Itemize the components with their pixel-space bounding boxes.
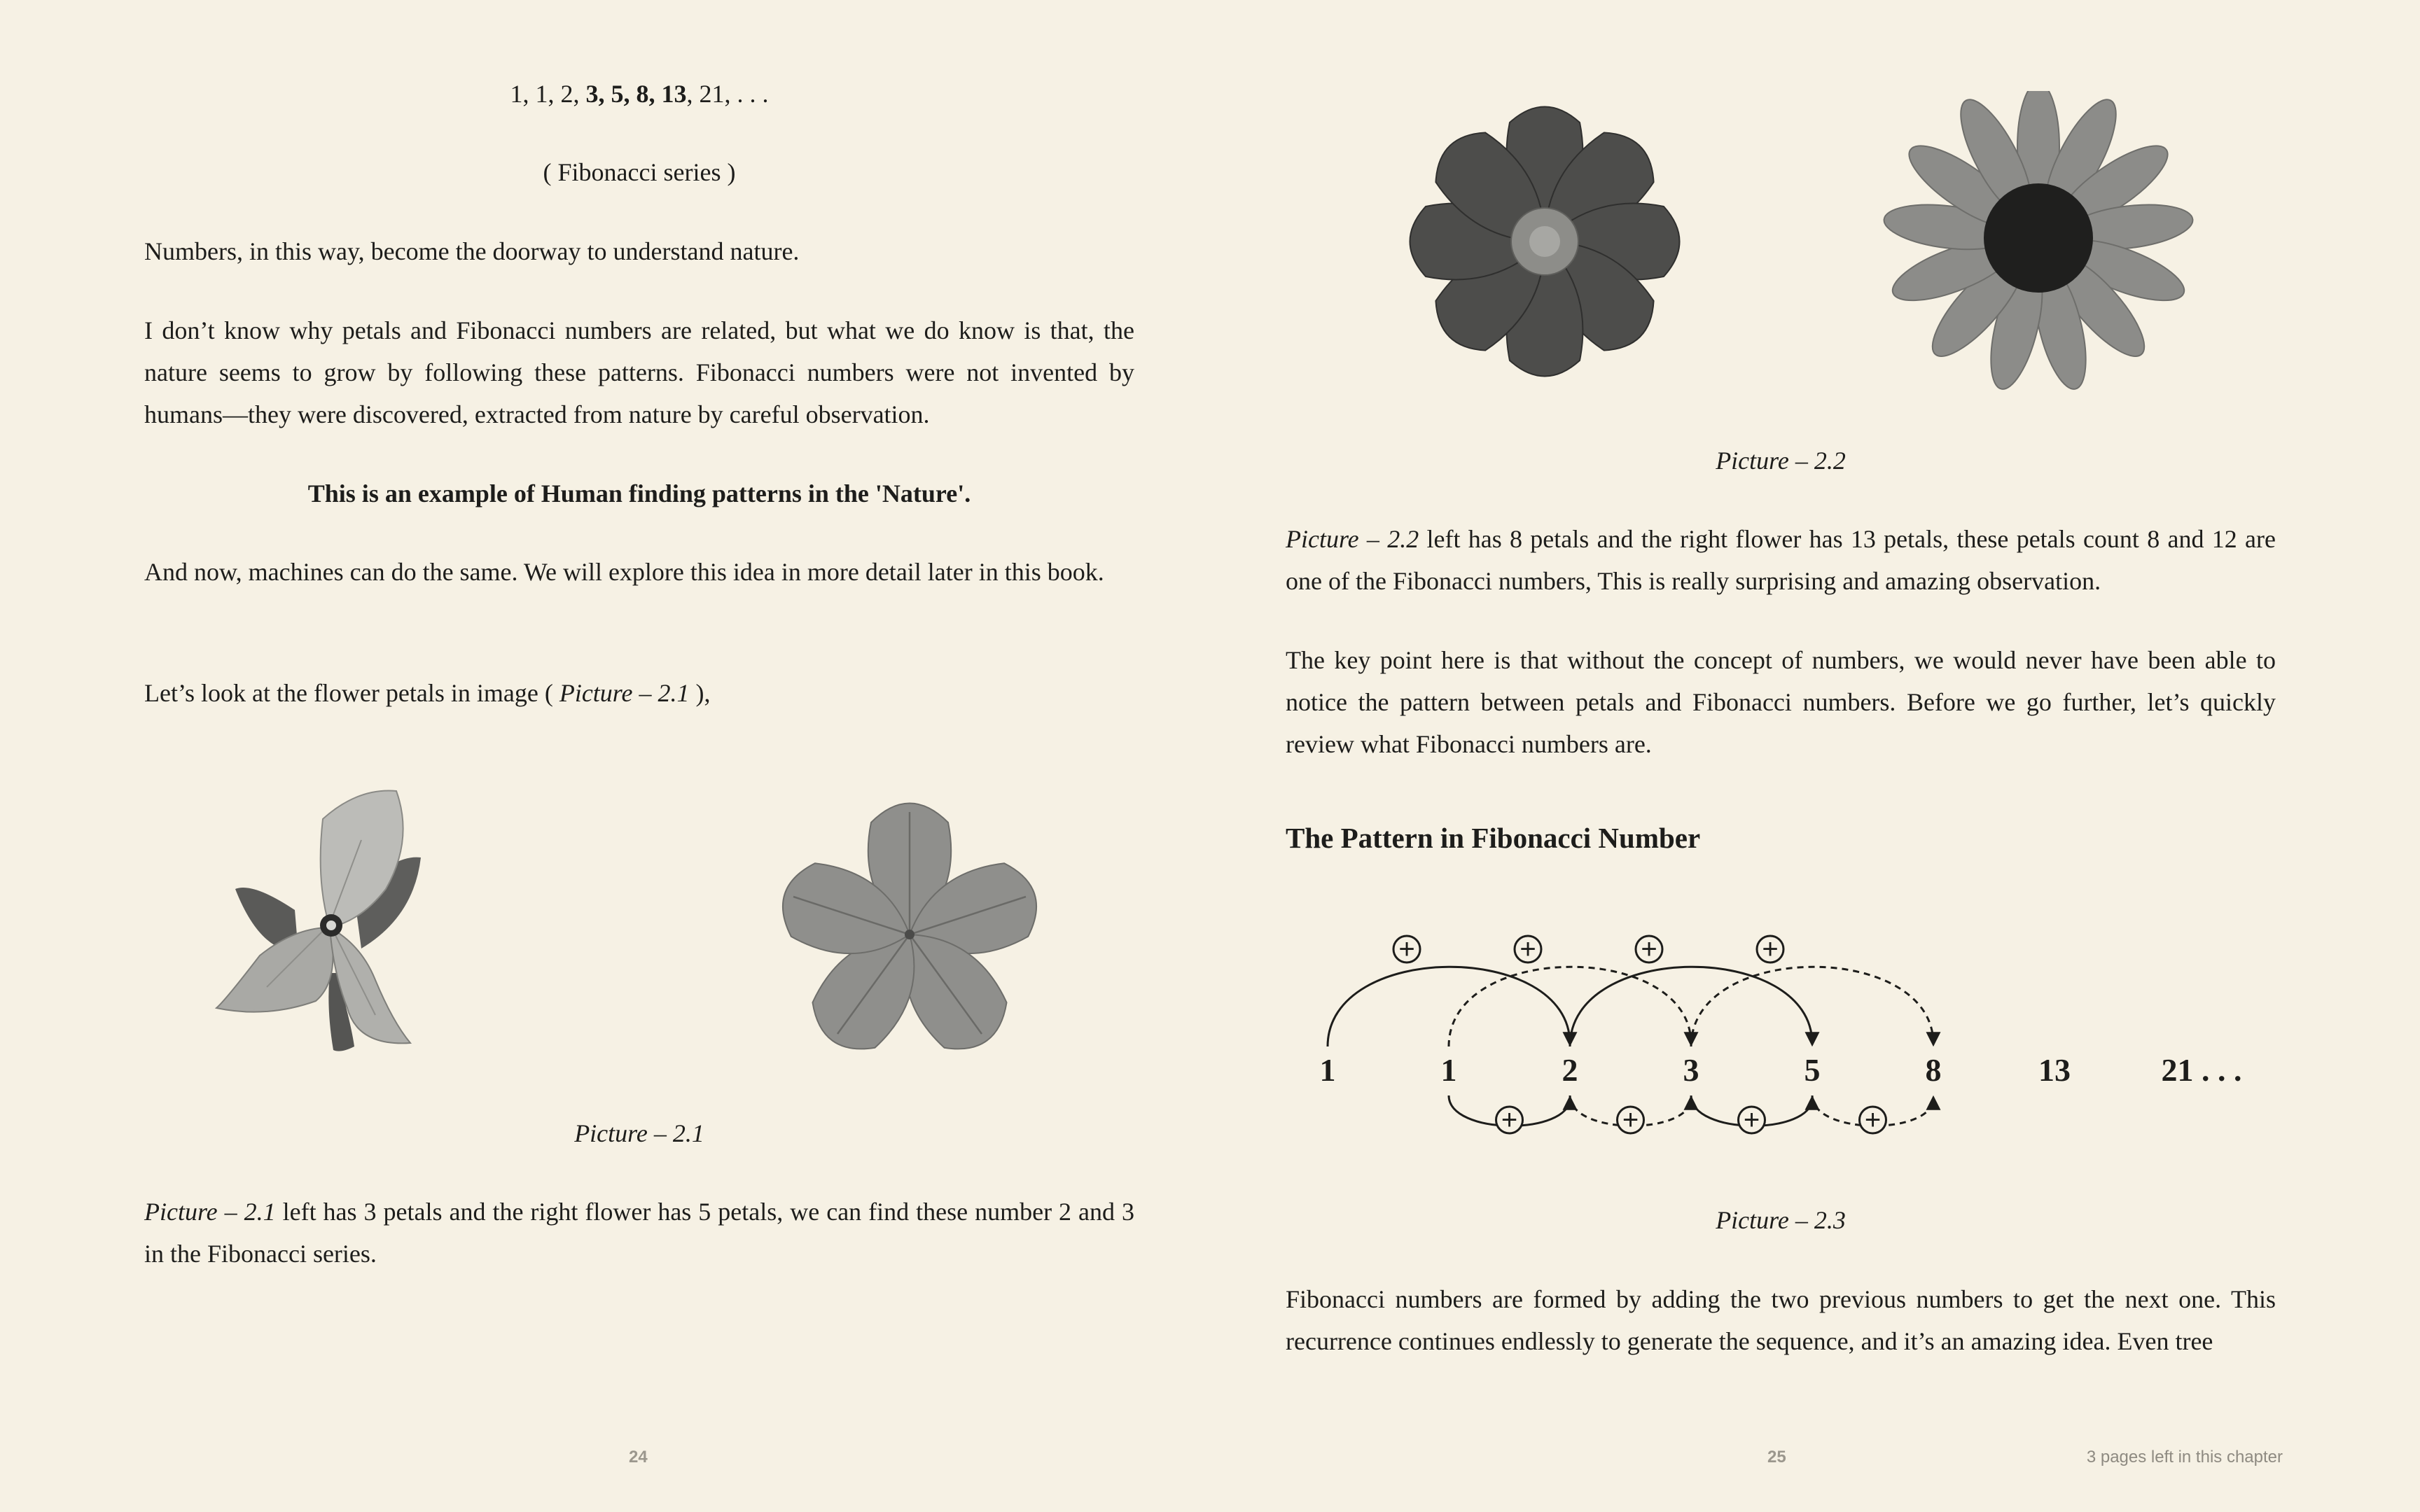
- look-text-end: ),: [689, 679, 711, 707]
- fib-number: 1: [1440, 1052, 1457, 1088]
- paragraph-human-patterns: This is an example of Human finding patterns in the 'Nature'.: [307, 479, 971, 507]
- sequence-highlight: 3, 5, 8, 13: [585, 80, 687, 108]
- trillium-flower-image: [211, 777, 449, 1057]
- section-heading: The Pattern in Fibonacci Number: [1286, 822, 1701, 854]
- page-number-left: 24: [629, 1448, 648, 1466]
- svg-text:+: +: [1398, 934, 1415, 965]
- plus-icon: [1618, 1105, 1644, 1135]
- svg-text:+: +: [1864, 1105, 1882, 1135]
- plus-icon: [1739, 1105, 1765, 1135]
- paragraph-petals-related: I don’t know why petals and Fibonacci numbers are related, but what we do know is that, the nature seems to grow by following these patterns. Fibonacci numbers were not invented by humans—they were discovered, extracted from nature by careful observation.: [144, 316, 1134, 428]
- fib-number: 1: [1319, 1052, 1336, 1088]
- svg-text:+: +: [1520, 934, 1536, 965]
- fib-number: 2: [1562, 1052, 1578, 1088]
- paragraph-picture-2-1: [144, 1191, 1134, 1275]
- dahlia-flower-image: [1384, 94, 1706, 410]
- svg-text:+: +: [1622, 1105, 1639, 1135]
- picture-2-2-caption: Picture – 2.2: [1716, 447, 1846, 475]
- paragraph-picture-2-2: [1286, 518, 2276, 602]
- svg-text:+: +: [1501, 1105, 1518, 1135]
- picture-2-3-caption: Picture – 2.3: [1716, 1206, 1846, 1234]
- sequence-start: 1, 1, 2,: [510, 80, 586, 108]
- look-text: Let’s look at the flower petals in image (: [144, 679, 559, 707]
- plus-icon: [1757, 934, 1783, 965]
- chapter-progress-note: 3 pages left in this chapter: [2086, 1448, 2283, 1466]
- plus-icon: [1860, 1105, 1886, 1135]
- picture-2-1-description: left has 3 petals and the right flower has 5 petals, we can find these number 2 and 3 in the Fibonacci series.: [144, 1198, 1135, 1268]
- svg-text:+: +: [1743, 1105, 1760, 1135]
- fib-number: 21 . . .: [2161, 1052, 2242, 1088]
- plus-icon: [1393, 934, 1420, 965]
- fib-number: 5: [1804, 1052, 1821, 1088]
- solid-addition-arrow: [1328, 967, 1570, 1046]
- sequence-end: , 21, . . .: [686, 80, 769, 108]
- fib-number: 3: [1683, 1052, 1699, 1088]
- right-page: [1286, 0, 2276, 1512]
- paragraph-fibonacci-formed: Fibonacci numbers are formed by adding the two previous numbers to get the next one. This recurrence continues endlessly to generate the sequence, and it’s an amazing idea. Even tree: [1286, 1285, 2276, 1355]
- plus-icon: [1636, 934, 1662, 965]
- paragraph-key-point: The key point here is that without the concept of numbers, we would never have been able to notice the pattern between petals and Fibonacci numbers. Before we go further, let’s quickly review what Fibonacci numbers are.: [1286, 646, 2276, 758]
- paragraph-doorway: Numbers, in this way, become the doorway to understand nature.: [144, 237, 800, 265]
- solid-addition-arrow: [1570, 967, 1812, 1046]
- fib-number: 13: [2038, 1052, 2071, 1088]
- picture-2-2-description: left has 8 petals and the right flower has 13 petals, these petals count 8 and 12 are one of the Fibonacci numbers, This is really surprising and amazing observation.: [1286, 525, 2276, 595]
- svg-text:+: +: [1641, 934, 1657, 965]
- plus-icon: [1515, 934, 1541, 965]
- picture-reference: Picture – 2.1: [144, 1198, 276, 1226]
- fibonacci-sequence-line: [144, 73, 1134, 115]
- paragraph-machines: And now, machines can do the same. We will explore this idea in more detail later in this book.: [144, 558, 1104, 586]
- paragraph-look-petals: [144, 672, 1134, 714]
- left-page: [144, 0, 1134, 1512]
- picture-2-1-caption: Picture – 2.1: [574, 1119, 704, 1147]
- plus-icon: [1496, 1105, 1523, 1135]
- fib-number: 8: [1925, 1052, 1942, 1088]
- periwinkle-flower-image: [756, 780, 1064, 1082]
- picture-reference: Picture – 2.2: [1286, 525, 1419, 553]
- series-label: ( Fibonacci series ): [543, 158, 736, 186]
- fibonacci-addition-diagram: [1286, 924, 2276, 1162]
- page-number-right: 25: [1767, 1448, 1786, 1466]
- picture-reference: Picture – 2.1: [559, 679, 690, 707]
- svg-text:+: +: [1762, 934, 1779, 965]
- daisy-flower-image: [1881, 91, 2196, 406]
